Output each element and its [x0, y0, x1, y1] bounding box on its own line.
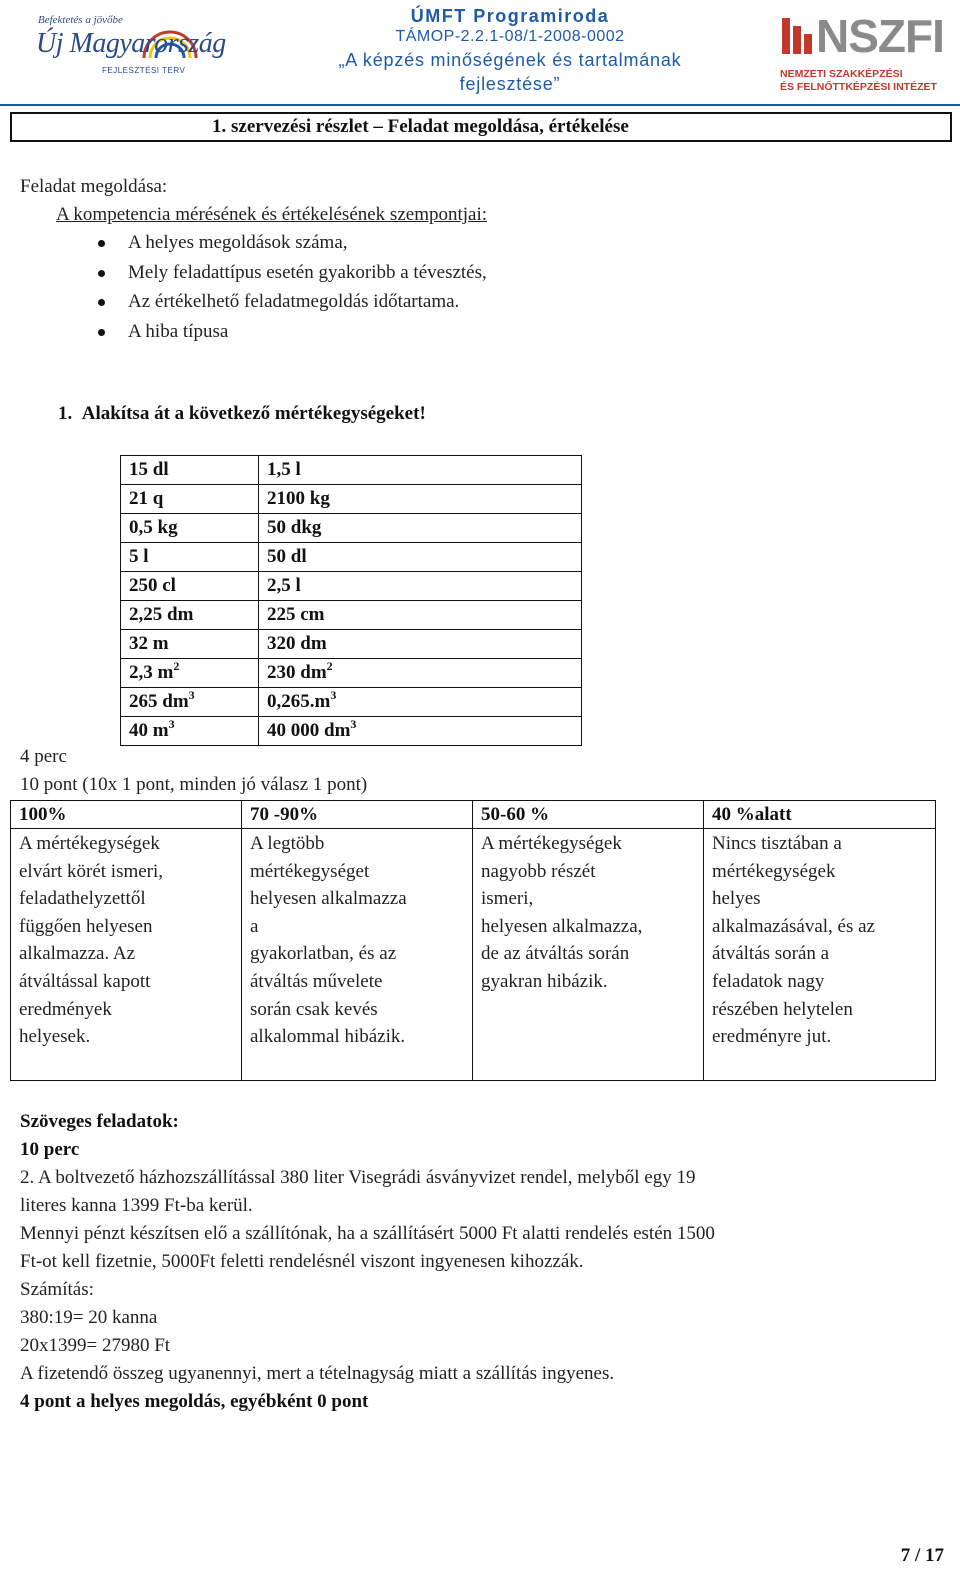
rubric-cell-below-40: Nincs tisztában a mértékegységek helyes alkalmazásával, és az átváltás során a feladatok nagy részében helytelen eredményre jut. [704, 829, 936, 1081]
project-title-line2: fejlesztése” [459, 74, 561, 94]
rubric-header-below-40: 40 %alatt [704, 801, 936, 829]
conversion-to: 2100 kg [259, 485, 582, 514]
criteria-item: A helyes megoldások száma, [90, 228, 487, 258]
header-divider [0, 104, 960, 106]
word-tasks-heading: Szöveges feladatok: [20, 1111, 179, 1132]
criteria-list [90, 228, 487, 346]
conversion-to: 320 dm [259, 630, 582, 659]
conclusion: A fizetendő összeg ugyanennyi, mert a tételnagyság miatt a szállítás ingyenes. [20, 1363, 615, 1384]
conversion-from: 250 cl [121, 572, 259, 601]
task1-number: 1. [58, 403, 73, 424]
task2-line3: Mennyi pénzt készítsen elő a szállítónak, ha a szállításért 5000 Ft alatti rendelés estén 1500 [20, 1223, 715, 1244]
conversion-to: 225 cm [259, 601, 582, 630]
nszfi-name: NSZFI [816, 10, 944, 62]
nszfi-mark-icon [780, 14, 814, 56]
conversion-from: 40 $m^3$ [121, 717, 259, 746]
conversion-from: 15 dl [121, 456, 259, 485]
rubric-cell-100: A mértékegységek elvárt körét ismeri, feladathelyzettől függően helyesen alkalmazza. Az átváltással kapott eredmények helyesek. [11, 829, 242, 1081]
uj-magyarorszag-logo [36, 10, 226, 90]
conversion-from: 2,3 $m^2$ [121, 659, 259, 688]
conversion-table [120, 455, 582, 746]
task1-text: Alakítsa át a következő mértékegységeket! [81, 403, 426, 424]
criteria-item: A hiba típusa [90, 317, 487, 347]
rubric-table [10, 800, 936, 1081]
conversion-row [121, 572, 582, 601]
rubric-header-100: 100% [11, 801, 242, 829]
task2-line1: 2. A boltvezető házhozszállítással 380 liter Visegrádi ásványvizet rendel, melyből egy 19 [20, 1167, 696, 1188]
conversion-row [121, 456, 582, 485]
task2-line2: literes kanna 1399 Ft-ba kerül. [20, 1195, 253, 1216]
section-title-box [10, 112, 952, 142]
conversion-from: 2,25 dm [121, 601, 259, 630]
conversion-from: 32 m [121, 630, 259, 659]
logo-tagline: Befektetés a jövőbe [38, 14, 123, 26]
calc-label: Számítás: [20, 1279, 94, 1300]
conversion-to: 40 000 $dm^3$ [259, 717, 582, 746]
logo-subtitle: FEJLESZTÉSI TERV [102, 66, 186, 75]
nszfi-logo [780, 12, 958, 92]
conversion-row [121, 543, 582, 572]
calc-step2: 20x1399= 27980 Ft [20, 1335, 171, 1356]
conversion-row [121, 717, 582, 746]
conversion-row [121, 688, 582, 717]
conversion-row [121, 630, 582, 659]
project-code: TÁMOP-2.2.1-08/1-2008-0002 [395, 28, 625, 45]
rubric-cell-70-90: A legtöbb mértékegységet helyesen alkalmazza a gyakorlatban, és az átváltás művelete során csak kevés alkalommal hibázik. [242, 829, 473, 1081]
page-number: 7 / 17 [900, 1545, 944, 1566]
conversion-to: 2,5 l [259, 572, 582, 601]
criteria-heading: A kompetencia mérésének és értékelésének szempontjai: [56, 204, 488, 225]
conversion-from: 5 l [121, 543, 259, 572]
conversion-row [121, 514, 582, 543]
conversion-to: 50 dl [259, 543, 582, 572]
nszfi-line1: NEMZETI SZAKKÉPZÉSI [780, 68, 903, 80]
rubric-cell-50-60: A mértékegységek nagyobb részét ismeri, helyesen alkalmazza, de az átváltás során gyakran hibázik. [473, 829, 704, 1081]
criteria-item: Mely feladattípus esetén gyakoribb a tévesztés, [90, 258, 487, 288]
conversion-from: 0,5 kg [121, 514, 259, 543]
conversion-row [121, 601, 582, 630]
word-tasks-time: 10 perc [20, 1139, 80, 1160]
conversion-from: 265 $dm^3$ [121, 688, 259, 717]
task1-points: 10 pont (10x 1 pont, minden jó válasz 1 pont) [20, 774, 368, 795]
nszfi-line2: ÉS FELNŐTTKÉPZÉSI INTÉZET [780, 81, 937, 93]
task2-line4: Ft-ot kell fizetnie, 5000Ft feletti rendelésnél viszont ingyenesen kihozzák. [20, 1251, 584, 1272]
logo-title: Új Magyarország [36, 28, 226, 59]
program-header [300, 6, 720, 96]
project-title-line1: „A képzés minőségének és tartalmának [338, 50, 682, 70]
conversion-to: 50 dkg [259, 514, 582, 543]
task1-heading [58, 400, 426, 428]
conversion-row [121, 485, 582, 514]
conversion-from: 21 q [121, 485, 259, 514]
task1-time: 4 perc [20, 746, 67, 767]
scoring: 4 pont a helyes megoldás, egyébként 0 pont [20, 1391, 369, 1412]
solution-label: Feladat megoldása: [20, 176, 168, 197]
conversion-to: 230 $dm^2$ [259, 659, 582, 688]
program-office: ÚMFT Programiroda [410, 6, 610, 26]
conversion-to: $0,265.m^3$ [259, 688, 582, 717]
criteria-item: Az értékelhető feladatmegoldás időtartama. [90, 287, 487, 317]
conversion-row [121, 659, 582, 688]
rubric-header-70-90: 70 -90% [242, 801, 473, 829]
conversion-to: 1,5 l [259, 456, 582, 485]
rubric-header-50-60: 50-60 % [473, 801, 704, 829]
section-title: 1. szervezési részlet – Feladat megoldása, értékelése [212, 116, 629, 137]
calc-step1: 380:19= 20 kanna [20, 1307, 158, 1328]
